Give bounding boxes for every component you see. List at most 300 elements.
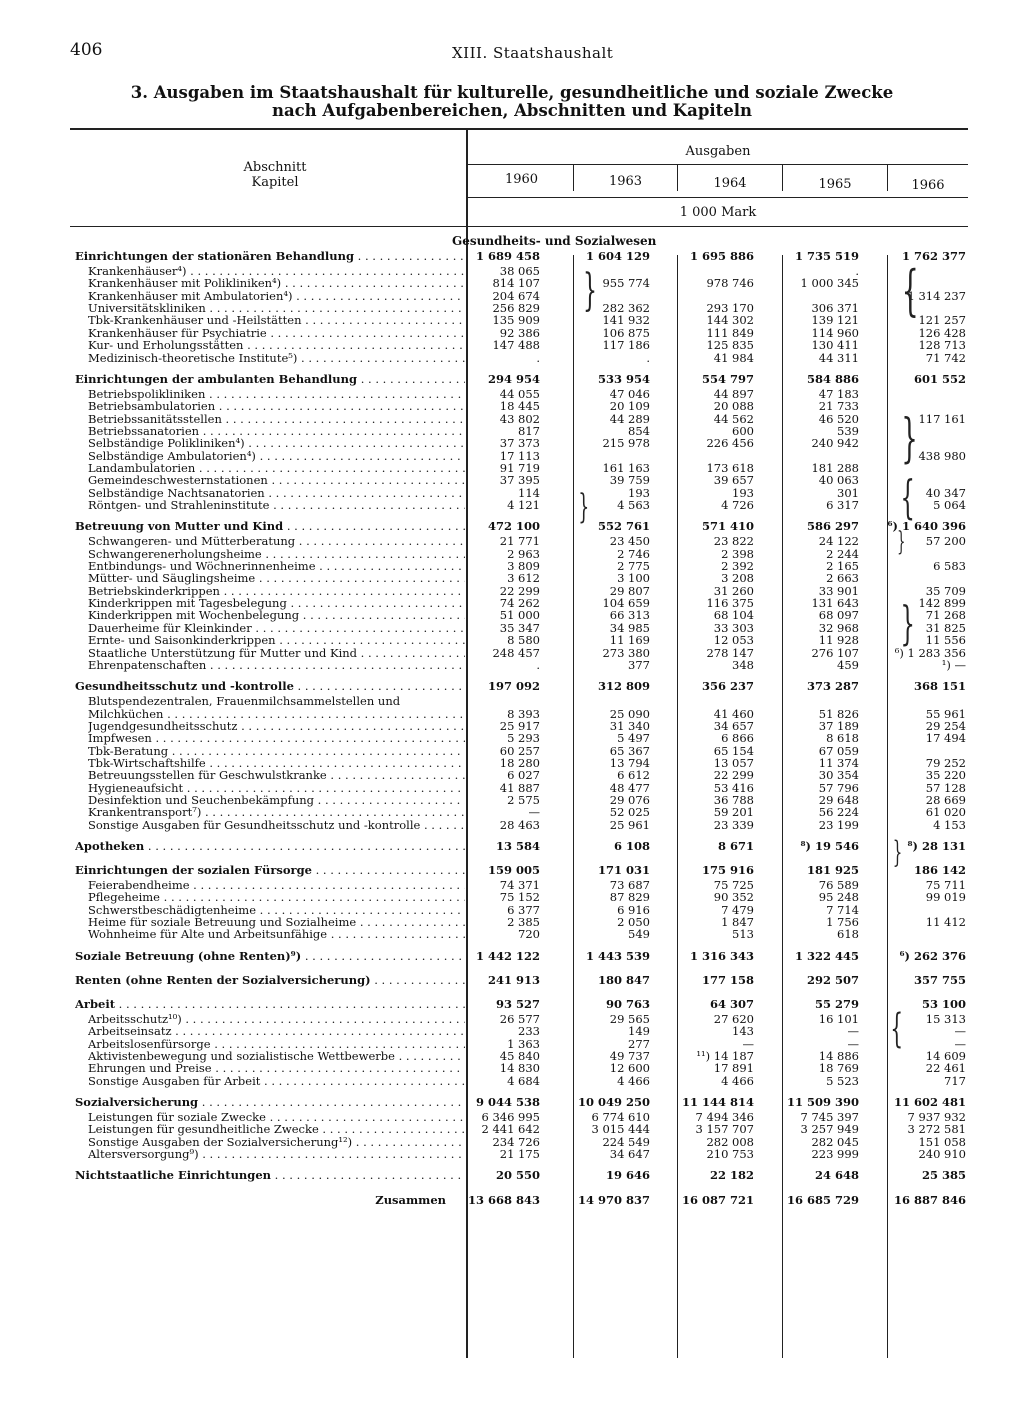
cell-1964: —	[742, 1036, 754, 1051]
cell-1964: 22 182	[709, 1168, 754, 1183]
cell-1966: ⁸) 28 131	[907, 839, 966, 853]
cell-1964: 33 303	[713, 620, 754, 635]
cell-1963: 13 794	[609, 755, 650, 770]
row-label: Tbk-Beratung . . .	[88, 745, 465, 758]
section-row	[0, 680, 1024, 693]
cell-1964: 7 479	[721, 902, 754, 917]
cell-1966: 186 142	[913, 863, 966, 877]
cell-1960: 1 689 458	[475, 249, 540, 263]
row-label: Apotheken . . .	[75, 840, 465, 853]
cell-1966: 16 887 846	[893, 1193, 966, 1208]
cell-1966: 71 742	[925, 350, 966, 365]
cell-1963: 3 100	[617, 571, 650, 586]
table-title-line-2: nach Aufgabenbereichen, Abschnitten und Kapiteln	[271, 101, 753, 120]
row-label: Soziale Betreuung (ohne Renten)⁹) . . .	[75, 950, 465, 963]
cell-1963: 552 761	[597, 519, 650, 534]
cell-1960: 93 527	[495, 996, 540, 1011]
table-row	[0, 1148, 1024, 1161]
cell-1960: .	[536, 350, 540, 365]
cell-1960: .	[536, 657, 540, 672]
cell-1964: 282 008	[706, 1134, 754, 1149]
cell-1966: 142 899	[918, 596, 966, 611]
cell-1960: 21 771	[499, 534, 540, 549]
row-label: Arbeit . . .	[75, 998, 465, 1011]
cell-1965: 306 371	[811, 301, 859, 316]
cell-1966: 31 825	[925, 620, 966, 635]
cell-1964: 7 494 346	[695, 1109, 754, 1124]
cell-1960: 13 584	[495, 839, 540, 853]
cell-1960: 18 280	[499, 755, 540, 770]
cell-1963: 44 289	[609, 411, 650, 426]
row-label: Kur- und Erholungsstätten . . .	[88, 339, 465, 352]
cell-1964: 16 087 721	[681, 1193, 754, 1208]
cell-1966: 1 314 237	[907, 288, 966, 303]
cell-1965: 301	[837, 485, 859, 500]
cell-1966: 71 268	[925, 608, 966, 623]
cell-1963: 3 015 444	[591, 1122, 650, 1137]
cell-1966: 601 552	[913, 371, 966, 386]
table-row	[0, 647, 1024, 660]
cell-1966: —	[954, 1024, 966, 1039]
row-label: Jugendgesundheitsschutz . . .	[88, 720, 465, 733]
cell-1966: 61 020	[925, 805, 966, 820]
cell-1963: 377	[628, 657, 650, 672]
cell-1966: 29 254	[925, 718, 966, 733]
header-ausgaben: Ausgaben	[685, 144, 751, 159]
cell-1964: 8 671	[717, 839, 754, 853]
cell-1966: 57 200	[925, 534, 966, 549]
cell-1964: ¹¹) 14 187	[696, 1048, 754, 1063]
cell-1960: —	[528, 805, 540, 820]
cell-1960: 44 055	[499, 386, 540, 401]
cell-1960: 18 445	[499, 399, 540, 414]
cell-1960: 135 909	[492, 313, 540, 328]
cell-1960: 26 577	[499, 1011, 540, 1026]
cell-1966: 57 128	[925, 780, 966, 795]
cell-1965: 7 745 397	[800, 1109, 859, 1124]
cell-1965: 37 189	[818, 718, 859, 733]
cell-1965: 18 769	[818, 1061, 859, 1076]
cell-1963: 39 759	[609, 473, 650, 488]
cell-1963: 34 647	[609, 1146, 650, 1161]
brace-1966-nachtsanatorien: }	[897, 527, 906, 557]
cell-1964: 31 260	[713, 583, 754, 598]
cell-1963: 193	[628, 485, 650, 500]
cell-1966: 357 755	[913, 972, 966, 987]
brace-1963-krankenhaeuser: }	[583, 265, 597, 316]
cell-1964: 348	[732, 657, 754, 672]
cell-1963: 282 362	[602, 301, 650, 316]
cell-1964: 226 456	[706, 436, 754, 451]
row-label: Ehrenpatenschaften . . .	[88, 659, 465, 672]
header-year-1965: 1965	[818, 177, 852, 192]
cell-1965: 240 942	[811, 436, 859, 451]
row-label: Feierabendheime . . .	[88, 879, 465, 892]
cell-1965: 46 520	[818, 411, 859, 426]
cell-1963: 87 829	[609, 890, 650, 905]
row-label: Einrichtungen der ambulanten Behandlung . . .	[75, 373, 465, 386]
cell-1966: 11 556	[925, 633, 966, 648]
cell-1965: .	[855, 264, 859, 278]
cell-1963: 29 565	[609, 1011, 650, 1026]
cell-1966: 28 669	[925, 793, 966, 807]
cell-1966: 40 347	[925, 485, 966, 500]
table-row	[0, 413, 1024, 426]
table-row	[0, 794, 1024, 807]
cell-1963: 2 775	[617, 559, 650, 573]
cell-1960: 204 674	[492, 288, 540, 303]
row-label: Betreuungsstellen für Geschwulstkranke . . .	[88, 769, 465, 782]
cell-1966: 75 711	[925, 878, 966, 892]
cell-1960: 814 107	[492, 276, 540, 291]
cell-1965: 2 244	[826, 546, 859, 561]
row-label: Tbk-Wirtschaftshilfe . . .	[88, 757, 465, 770]
cell-1964: 44 562	[713, 411, 754, 426]
header-year-1963: 1963	[608, 174, 643, 189]
row-label: Kinderkrippen mit Tagesbelegung . . .	[88, 597, 465, 610]
cell-1963: 29 076	[609, 793, 650, 807]
cell-1963: 5 497	[617, 731, 650, 746]
row-label: Dauerheime für Kleinkinder . . .	[88, 622, 465, 635]
cell-1965: 139 121	[811, 313, 859, 328]
cell-1965: 114 960	[811, 325, 859, 340]
cell-1960: 3 612	[507, 571, 540, 586]
row-label: Schwerstbeschädigtenheime . . .	[88, 904, 465, 917]
cell-1965: 7 714	[826, 902, 859, 917]
cell-1965: 584 886	[806, 371, 859, 386]
cell-1964: 193	[732, 485, 754, 500]
cell-1964: 356 237	[701, 679, 754, 694]
cell-1965: 16 685 729	[786, 1193, 859, 1208]
row-label: Krankenhäuser mit Polikliniken⁴) . . .	[88, 277, 465, 290]
row-label: Mütter- und Säuglingsheime . . .	[88, 572, 465, 585]
cell-1965: 131 643	[811, 596, 859, 611]
cell-1960: 6 027	[507, 768, 540, 783]
row-label: Einrichtungen der stationären Behandlung . . .	[75, 250, 465, 263]
cell-1963: 23 450	[609, 534, 650, 549]
cell-1965: 23 199	[818, 817, 859, 832]
cell-1963: 6 108	[613, 839, 650, 853]
cell-1964: 11 144 814	[681, 1094, 754, 1109]
cell-1964: 2 398	[721, 546, 754, 561]
cell-1960: 2 385	[507, 915, 540, 930]
cell-1964: 3 208	[721, 571, 754, 586]
row-label: Kinderkrippen mit Wochenbelegung . . .	[88, 609, 465, 622]
row-label: Betriebspolikliniken . . .	[88, 388, 465, 401]
stub-header-abschnitt: Abschnitt	[243, 160, 307, 175]
cell-1966: 368 151	[913, 679, 966, 694]
cell-1964: 23 822	[713, 534, 754, 549]
cell-1963: 104 659	[602, 596, 650, 611]
cell-1964: 53 416	[713, 780, 754, 795]
row-label: Zusammen	[375, 1194, 446, 1208]
row-label: Renten (ohne Renten der Sozialversicherung) . . .	[75, 974, 465, 987]
cell-1960: 21 175	[499, 1146, 540, 1161]
cell-1963: 48 477	[609, 780, 650, 795]
cell-1965: 539	[837, 423, 859, 438]
cell-1966: ⁶) 1 640 396	[887, 519, 966, 534]
row-label: Leistungen für soziale Zwecke . . .	[88, 1111, 465, 1124]
cell-1965: 51 826	[818, 706, 859, 721]
cell-1960: 4 121	[507, 498, 540, 512]
row-label: Sonstige Ausgaben für Arbeit . . .	[88, 1075, 465, 1088]
cell-1963: 29 807	[609, 583, 650, 598]
cell-1966: 14 609	[925, 1048, 966, 1063]
cell-1963: .	[646, 350, 650, 365]
cell-1965: 586 297	[806, 519, 859, 534]
cell-1965: 33 901	[818, 583, 859, 598]
row-label: Blutspendezentralen, Frauenmilchsammelstellen und	[88, 695, 401, 709]
row-label: Betriebssanitätsstellen . . .	[88, 413, 465, 426]
row-label: Medizinisch-theoretische Institute⁵) . . .	[88, 352, 465, 365]
cell-1964: 177 158	[701, 972, 754, 987]
cell-1966: 5 064	[933, 498, 966, 512]
row-label: Krankenhäuser für Psychiatrie . . .	[88, 327, 465, 340]
cell-1963: 180 847	[597, 972, 650, 987]
row-label: Ehrungen und Preise . . .	[88, 1062, 465, 1075]
cell-1966: 240 910	[918, 1146, 966, 1161]
row-label: Krankenhäuser⁴) . . .	[88, 265, 465, 278]
cell-1964: 173 618	[706, 460, 754, 475]
cell-1965: 292 507	[806, 972, 859, 987]
row-label: Schwangeren- und Mütterberatung . . .	[88, 535, 465, 548]
cell-1966: 15 313	[925, 1011, 966, 1026]
table-row	[0, 1075, 1024, 1088]
section-row	[0, 373, 1024, 386]
cell-1963: 215 978	[602, 436, 650, 451]
cell-1963: 6 774 610	[591, 1109, 650, 1124]
cell-1966: 99 019	[925, 890, 966, 905]
table-row	[0, 819, 1024, 832]
cell-1965: 11 928	[818, 633, 859, 648]
cell-1960: 114	[518, 485, 540, 500]
cell-1965: 181 288	[811, 460, 859, 475]
cell-1965: 1 322 445	[794, 948, 859, 963]
cell-1963: 224 549	[602, 1134, 650, 1149]
cell-1965: 276 107	[811, 645, 859, 660]
cell-1965: ⁸) 19 546	[800, 839, 859, 853]
row-label: Krankentransport⁷) . . .	[88, 806, 465, 819]
cell-1966: 11 602 481	[893, 1094, 966, 1109]
brace-1966-tbk: }	[892, 835, 903, 870]
cell-1966: 128 713	[918, 338, 966, 353]
section-row	[0, 864, 1024, 877]
row-label: Betreuung von Mutter und Kind . . .	[75, 520, 465, 533]
cell-1963: 161 163	[602, 460, 650, 475]
row-label: Betriebssanatorien . . .	[88, 425, 465, 438]
cell-1966: 117 161	[918, 411, 966, 426]
cell-1965: 56 224	[818, 805, 859, 820]
cell-1960: 241 913	[487, 972, 540, 987]
section-row	[0, 520, 1024, 533]
cell-1960: 2 441 642	[481, 1122, 540, 1137]
cell-1963: 277	[628, 1036, 650, 1051]
row-label: Arbeitslosenfürsorge . . .	[88, 1038, 465, 1051]
cell-1964: 12 053	[713, 633, 754, 648]
row-label: Impfwesen . . .	[88, 732, 465, 745]
cell-1965: 8 618	[826, 731, 859, 746]
cell-1960: 75 152	[499, 890, 540, 905]
cell-1963: 4 466	[617, 1073, 650, 1088]
cell-1960: 8 393	[507, 706, 540, 721]
brace-1966-mutter: }	[900, 596, 915, 650]
row-label: Röntgen- und Strahleninstitute . . .	[88, 499, 465, 512]
cell-1960: 60 257	[499, 743, 540, 758]
cell-1960: 2 963	[507, 546, 540, 561]
cell-1963: 20 109	[609, 399, 650, 414]
cell-1966: 11 412	[925, 915, 966, 930]
cell-1960: 720	[518, 927, 540, 942]
row-label: Hygieneaufsicht . . .	[88, 782, 465, 795]
row-label: Aktivistenbewegung und sozialistische Wettbewerbe . . .	[88, 1050, 465, 1063]
row-label: Ernte- und Saisonkinderkrippen . . .	[88, 634, 465, 647]
row-label: Universitätskliniken . . .	[88, 302, 465, 315]
cell-1965: 181 925	[806, 863, 859, 877]
cell-1964: 44 897	[713, 386, 754, 401]
cell-1960: 28 463	[499, 817, 540, 832]
row-label: Altersversorgung⁹) . . .	[88, 1148, 465, 1161]
cell-1964: 41 460	[713, 706, 754, 721]
cell-1960: 14 830	[499, 1061, 540, 1076]
header-year-1966: 1966	[911, 178, 945, 193]
cell-1965: 11 374	[818, 755, 859, 770]
cell-1965: 130 411	[811, 338, 859, 353]
cell-1964: 4 466	[721, 1073, 754, 1088]
cell-1965: 282 045	[811, 1134, 859, 1149]
cell-1960: 25 917	[499, 718, 540, 733]
cell-1960: 45 840	[499, 1048, 540, 1063]
brace-1966-heime: {	[890, 1006, 904, 1052]
table-row	[0, 928, 1024, 941]
cell-1964: 17 891	[713, 1061, 754, 1076]
cell-1960: 37 395	[499, 473, 540, 488]
cell-1966: 22 461	[925, 1061, 966, 1076]
cell-1963: 312 809	[597, 679, 650, 694]
section-row	[0, 1096, 1024, 1109]
cell-1964: 1 847	[721, 915, 754, 930]
cell-1960: 234 726	[492, 1134, 540, 1149]
cell-1963: 2 746	[617, 546, 650, 561]
cell-1965: 76 589	[818, 878, 859, 892]
cell-1960: 2 575	[507, 793, 540, 807]
cell-1963: 47 046	[609, 386, 650, 401]
row-label: Arbeitseinsatz . . .	[88, 1025, 465, 1038]
table-row	[0, 499, 1024, 512]
cell-1960: 17 113	[499, 448, 540, 463]
cell-1963: 31 340	[609, 718, 650, 733]
cell-1966: 1 762 377	[901, 249, 966, 263]
cell-1963: 1 604 129	[585, 249, 650, 263]
cell-1960: 248 457	[492, 645, 540, 660]
cell-1963: 171 031	[597, 863, 650, 877]
cell-1964: 125 835	[706, 338, 754, 353]
row-label: Tbk-Krankenhäuser und -Heilstätten . . .	[88, 314, 465, 327]
cell-1965: 68 097	[818, 608, 859, 623]
cell-1960: 43 802	[499, 411, 540, 426]
table-row	[0, 1013, 1024, 1026]
cell-1964: 513	[732, 927, 754, 942]
cell-1966: 151 058	[918, 1134, 966, 1149]
cell-1965: 373 287	[806, 679, 859, 694]
cell-1960: 74 371	[499, 878, 540, 892]
cell-1960: 6 377	[507, 902, 540, 917]
table-row	[0, 474, 1024, 487]
header-year-1960: 1960	[504, 172, 539, 187]
row-label: Entbindungs- und Wöchnerinnenheime . . .	[88, 560, 465, 573]
cell-1963: 12 600	[609, 1061, 650, 1076]
stub-header-kapitel: Kapitel	[251, 175, 299, 190]
cell-1964: 6 866	[721, 731, 754, 746]
cell-1964: 978 746	[706, 276, 754, 291]
cell-1965: 3 257 949	[800, 1122, 859, 1137]
cell-1960: 472 100	[487, 519, 540, 534]
row-label: Arbeitsschutz¹⁰) . . .	[88, 1013, 465, 1026]
cell-1965: 29 648	[818, 793, 859, 807]
cell-1963: 549	[628, 927, 650, 942]
cell-1965: 24 122	[818, 534, 859, 549]
cell-1966: 126 428	[918, 325, 966, 340]
row-label: Sonstige Ausgaben für Gesundheitsschutz und -kontrolle . . .	[88, 819, 465, 832]
cell-1963: 73 687	[609, 878, 650, 892]
cell-1964: 34 657	[713, 718, 754, 733]
page-number: 406	[70, 40, 103, 60]
cell-1966: 79 252	[925, 755, 966, 770]
cell-1960: 9 044 538	[475, 1094, 540, 1109]
cell-1960: 233	[518, 1024, 540, 1039]
total-row	[0, 1194, 1024, 1207]
row-label: Gemeindeschwesternstationen . . .	[88, 474, 465, 487]
cell-1966: —	[954, 1036, 966, 1051]
cell-1965: 1 000 345	[800, 276, 859, 291]
cell-1966: ⁶) 1 283 356	[894, 645, 966, 660]
cell-1960: 294 954	[487, 371, 540, 386]
cell-1964: 90 352	[713, 890, 754, 905]
cell-1965: 67 059	[818, 743, 859, 758]
section-row	[0, 840, 1024, 853]
cell-1960: 4 684	[507, 1073, 540, 1088]
cell-1963: 6 612	[617, 768, 650, 783]
row-label: Schwangerenerholungsheime . . .	[88, 548, 465, 561]
cell-1966: 3 272 581	[907, 1122, 966, 1137]
cell-1960: 51 000	[499, 608, 540, 623]
row-label: Desinfektion und Seuchenbekämpfung . . .	[88, 794, 465, 807]
cell-1963: 6 916	[617, 902, 650, 917]
cell-1964: 68 104	[713, 608, 754, 623]
section-category: Gesundheits- und Sozialwesen	[452, 234, 657, 248]
cell-1965: 21 733	[818, 399, 859, 414]
cell-1964: 59 201	[713, 805, 754, 820]
section-row	[0, 950, 1024, 963]
cell-1966: 121 257	[918, 313, 966, 328]
cell-1965: 24 648	[814, 1168, 859, 1183]
cell-1965: 1 756	[826, 915, 859, 930]
cell-1964: 111 849	[706, 325, 754, 340]
cell-1964: 41 984	[713, 350, 754, 365]
cell-1960: 13 668 843	[467, 1193, 540, 1208]
cell-1966: 4 153	[933, 817, 966, 832]
brace-1966-betrieb: }	[901, 409, 918, 469]
cell-1963: 141 932	[602, 313, 650, 328]
cell-1963: 14 970 837	[577, 1193, 650, 1208]
row-label: Nichtstaatliche Einrichtungen . . .	[75, 1169, 465, 1182]
row-label: Gesundheitsschutz und -kontrolle . . .	[75, 680, 465, 693]
row-label: Staatliche Unterstützung für Mutter und Kind . . .	[88, 647, 465, 660]
cell-1964: 22 299	[713, 768, 754, 783]
cell-1960: 197 092	[487, 679, 540, 694]
cell-1960: 5 293	[507, 731, 540, 746]
cell-1964: 554 797	[701, 371, 754, 386]
cell-1963: 90 763	[605, 996, 650, 1011]
